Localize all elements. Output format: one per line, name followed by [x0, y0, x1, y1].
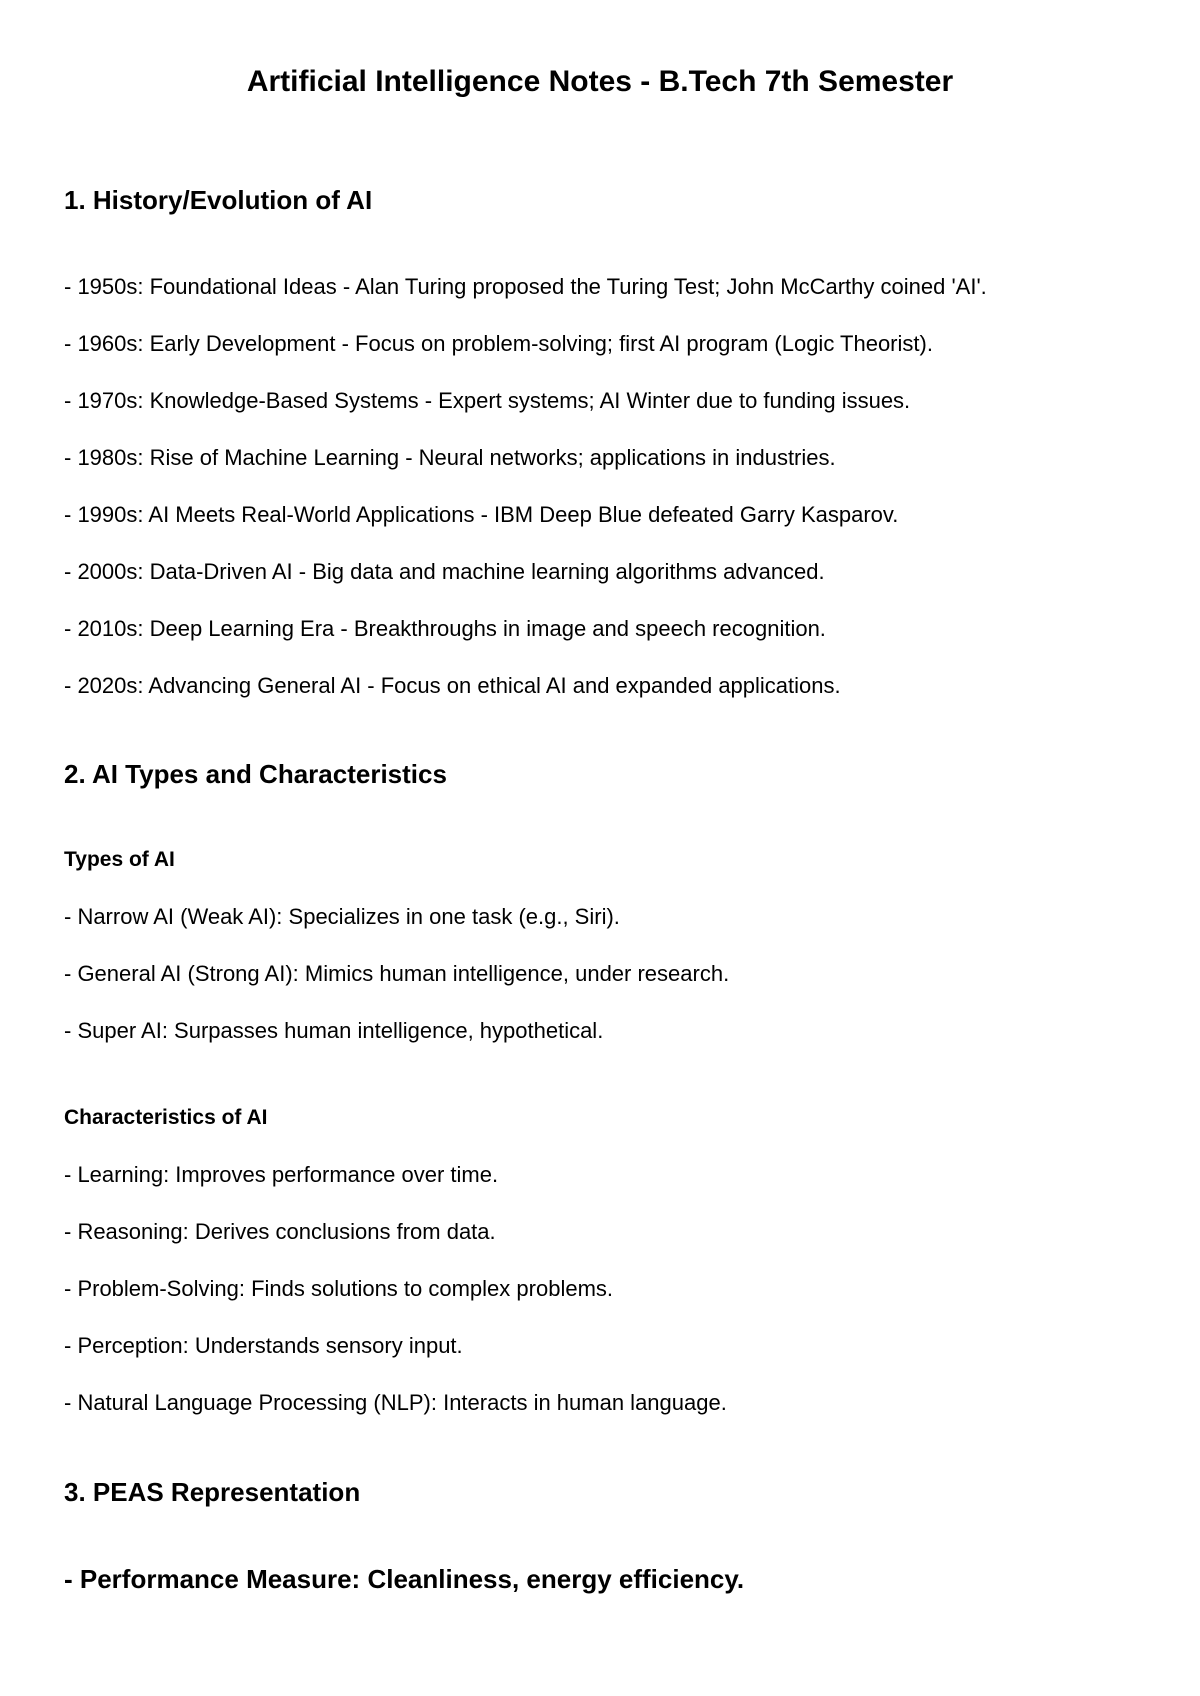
section-heading-peas: 3. PEAS Representation	[64, 1477, 361, 1507]
list-item: - 1950s: Foundational Ideas - Alan Turing proposed the Turing Test; John McCarthy coined 'AI'.	[64, 274, 987, 299]
list-item: - Learning: Improves performance over time.	[64, 1162, 499, 1187]
document-title: Artificial Intelligence Notes - B.Tech 7th Semester	[246, 65, 954, 98]
section-heading-ai-types: 2. AI Types and Characteristics	[64, 759, 447, 789]
list-item: - Problem-Solving: Finds solutions to complex problems.	[64, 1276, 614, 1301]
peas-performance-measure: - Performance Measure: Cleanliness, energy efficiency.	[64, 1564, 745, 1594]
list-item: - 2010s: Deep Learning Era - Breakthroughs in image and speech recognition.	[64, 616, 826, 641]
list-item: - 2000s: Data-Driven AI - Big data and machine learning algorithms advanced.	[64, 559, 825, 584]
list-item: - Reasoning: Derives conclusions from data.	[64, 1219, 496, 1244]
section-heading-history: 1. History/Evolution of AI	[64, 185, 373, 215]
list-item: - Perception: Understands sensory input.	[64, 1333, 463, 1358]
list-item: - 1960s: Early Development - Focus on problem-solving; first AI program (Logic Theorist).	[64, 331, 933, 356]
subsection-heading-types: Types of AI	[64, 848, 175, 871]
list-item: - Super AI: Surpasses human intelligence, hypothetical.	[64, 1018, 604, 1043]
list-item: - 1970s: Knowledge-Based Systems - Expert systems; AI Winter due to funding issues.	[64, 388, 911, 413]
list-item: - Natural Language Processing (NLP): Interacts in human language.	[64, 1390, 727, 1415]
list-item: - General AI (Strong AI): Mimics human intelligence, under research.	[64, 961, 730, 986]
subsection-heading-characteristics: Characteristics of AI	[64, 1106, 268, 1129]
list-item: - Narrow AI (Weak AI): Specializes in one task (e.g., Siri).	[64, 904, 620, 929]
list-item: - 1980s: Rise of Machine Learning - Neural networks; applications in industries.	[64, 445, 836, 470]
list-item: - 2020s: Advancing General AI - Focus on ethical AI and expanded applications.	[64, 673, 841, 698]
list-item: - 1990s: AI Meets Real-World Applications - IBM Deep Blue defeated Garry Kasparov.	[64, 502, 899, 527]
